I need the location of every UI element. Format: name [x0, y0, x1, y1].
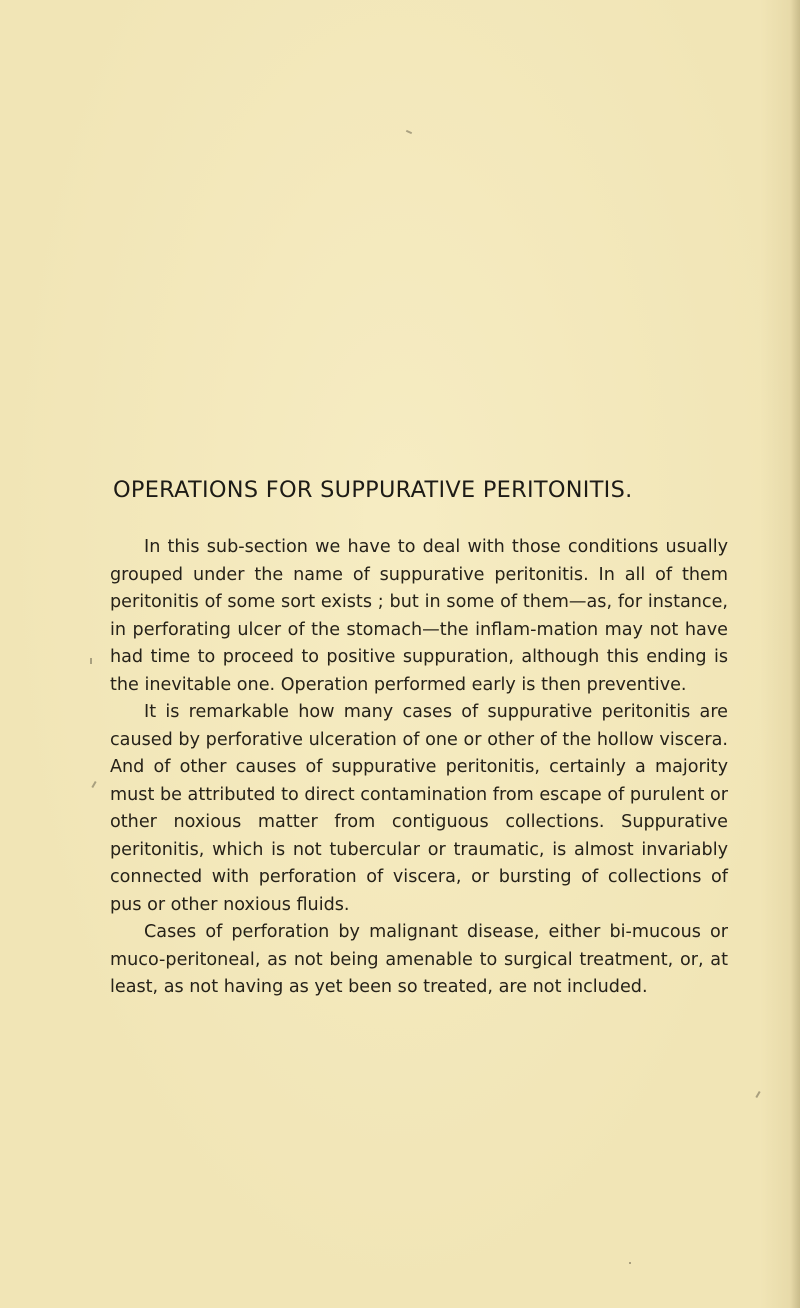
paper-blemish: [755, 1091, 760, 1098]
paper-blemish: [91, 781, 96, 788]
body-text: [110, 534, 728, 1002]
paragraph: It is remarkable how many cases of suppurative peritonitis are caused by perforative ulceration of one or other of the hollow viscera. And of other causes of suppurative peritonitis, certainly a majority must be attributed to direct contamination from escape of purulent or other noxious matter from contiguous collections. Suppurative peritonitis, which is not tubercular or traumatic, is almost invariably connected with perforation of viscera, or bursting of collections of pus or other noxious fluids.: [110, 702, 728, 915]
paragraph: In this sub-section we have to deal with those conditions usually grouped under the name of suppurative peritonitis. In all of them peritonitis of some sort exists ; but in some of them—as, for instance, in perforating ulcer of the stomach—the inflam-mation may not have had time to proceed to positive suppuration, although this ending is the inevitable one. Operation performed early is then preventive.: [110, 537, 728, 695]
paper-blemish: [90, 658, 92, 664]
page-edge-shadow: [790, 0, 800, 1308]
section-heading: OPERATIONS FOR SUPPURATIVE PERITONITIS.: [113, 477, 633, 503]
paper-blemish: [406, 130, 412, 134]
paper-blemish: [629, 1262, 631, 1264]
paragraph: Cases of perforation by malignant disease, either bi-mucous or muco-peritoneal, as not being amenable to surgical treatment, or, at least, as not having as yet been so treated, are not included.: [110, 922, 728, 997]
